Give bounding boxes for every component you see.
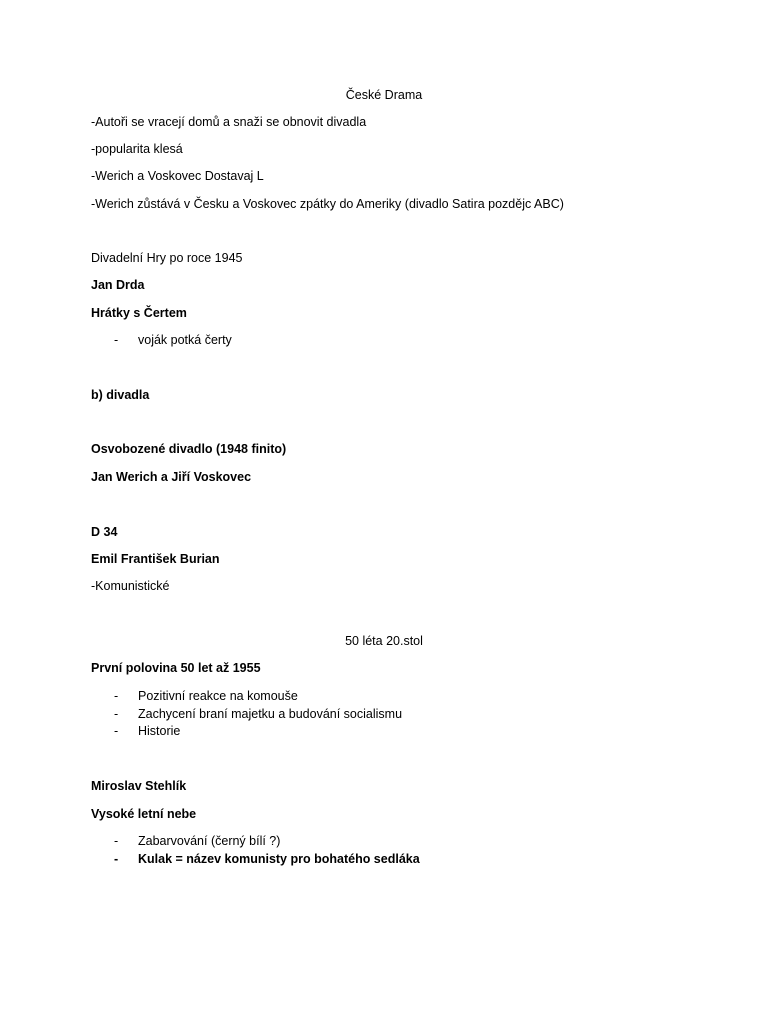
section-heading: První polovina 50 let až 1955 [91, 661, 261, 675]
bullet-marker: - [114, 852, 119, 866]
intro-line: -Werich a Voskovec Dostavaj L [91, 169, 264, 183]
bullet-marker: - [114, 689, 119, 703]
bullet-item: voják potká čerty [138, 333, 232, 347]
note-line: -Komunistické [91, 579, 170, 593]
author-name: Miroslav Stehlík [91, 779, 187, 793]
work-title: Hrátky s Čertem [91, 306, 187, 320]
section-heading: b) divadla [91, 388, 150, 402]
document-title: České Drama [345, 88, 423, 102]
bullet-marker: - [114, 707, 119, 721]
author-name: Emil František Burian [91, 552, 220, 566]
bullet-item: Zabarvování (černý bílí ?) [138, 834, 281, 848]
bullet-item: Zachycení braní majetku a budování socialismu [138, 707, 403, 721]
section-heading: Osvobozené divadlo (1948 finito) [91, 442, 287, 456]
author-name: Jan Drda [91, 278, 145, 292]
bullet-item: Pozitivní reakce na komouše [138, 689, 298, 703]
section-heading: D 34 [91, 525, 118, 539]
bullet-marker: - [114, 333, 119, 347]
section-heading: Divadelní Hry po roce 1945 [91, 251, 243, 265]
work-title: Vysoké letní nebe [91, 807, 197, 821]
intro-line: -Autoři se vracejí domů a snaži se obnovit divadla [91, 115, 367, 129]
author-names: Jan Werich a Jiří Voskovec [91, 470, 252, 484]
bullet-item: Historie [138, 724, 181, 738]
bullet-marker: - [114, 834, 119, 848]
intro-line: -popularita klesá [91, 142, 183, 156]
intro-line: -Werich zůstává v Česku a Voskovec zpátky do Ameriky (divadlo Satira pozdějc ABC) [91, 197, 564, 211]
bullet-marker: - [114, 724, 119, 738]
bullet-item: Kulak = název komunisty pro bohatého sedláka [138, 852, 420, 866]
section-title: 50 léta 20.stol [345, 634, 423, 648]
